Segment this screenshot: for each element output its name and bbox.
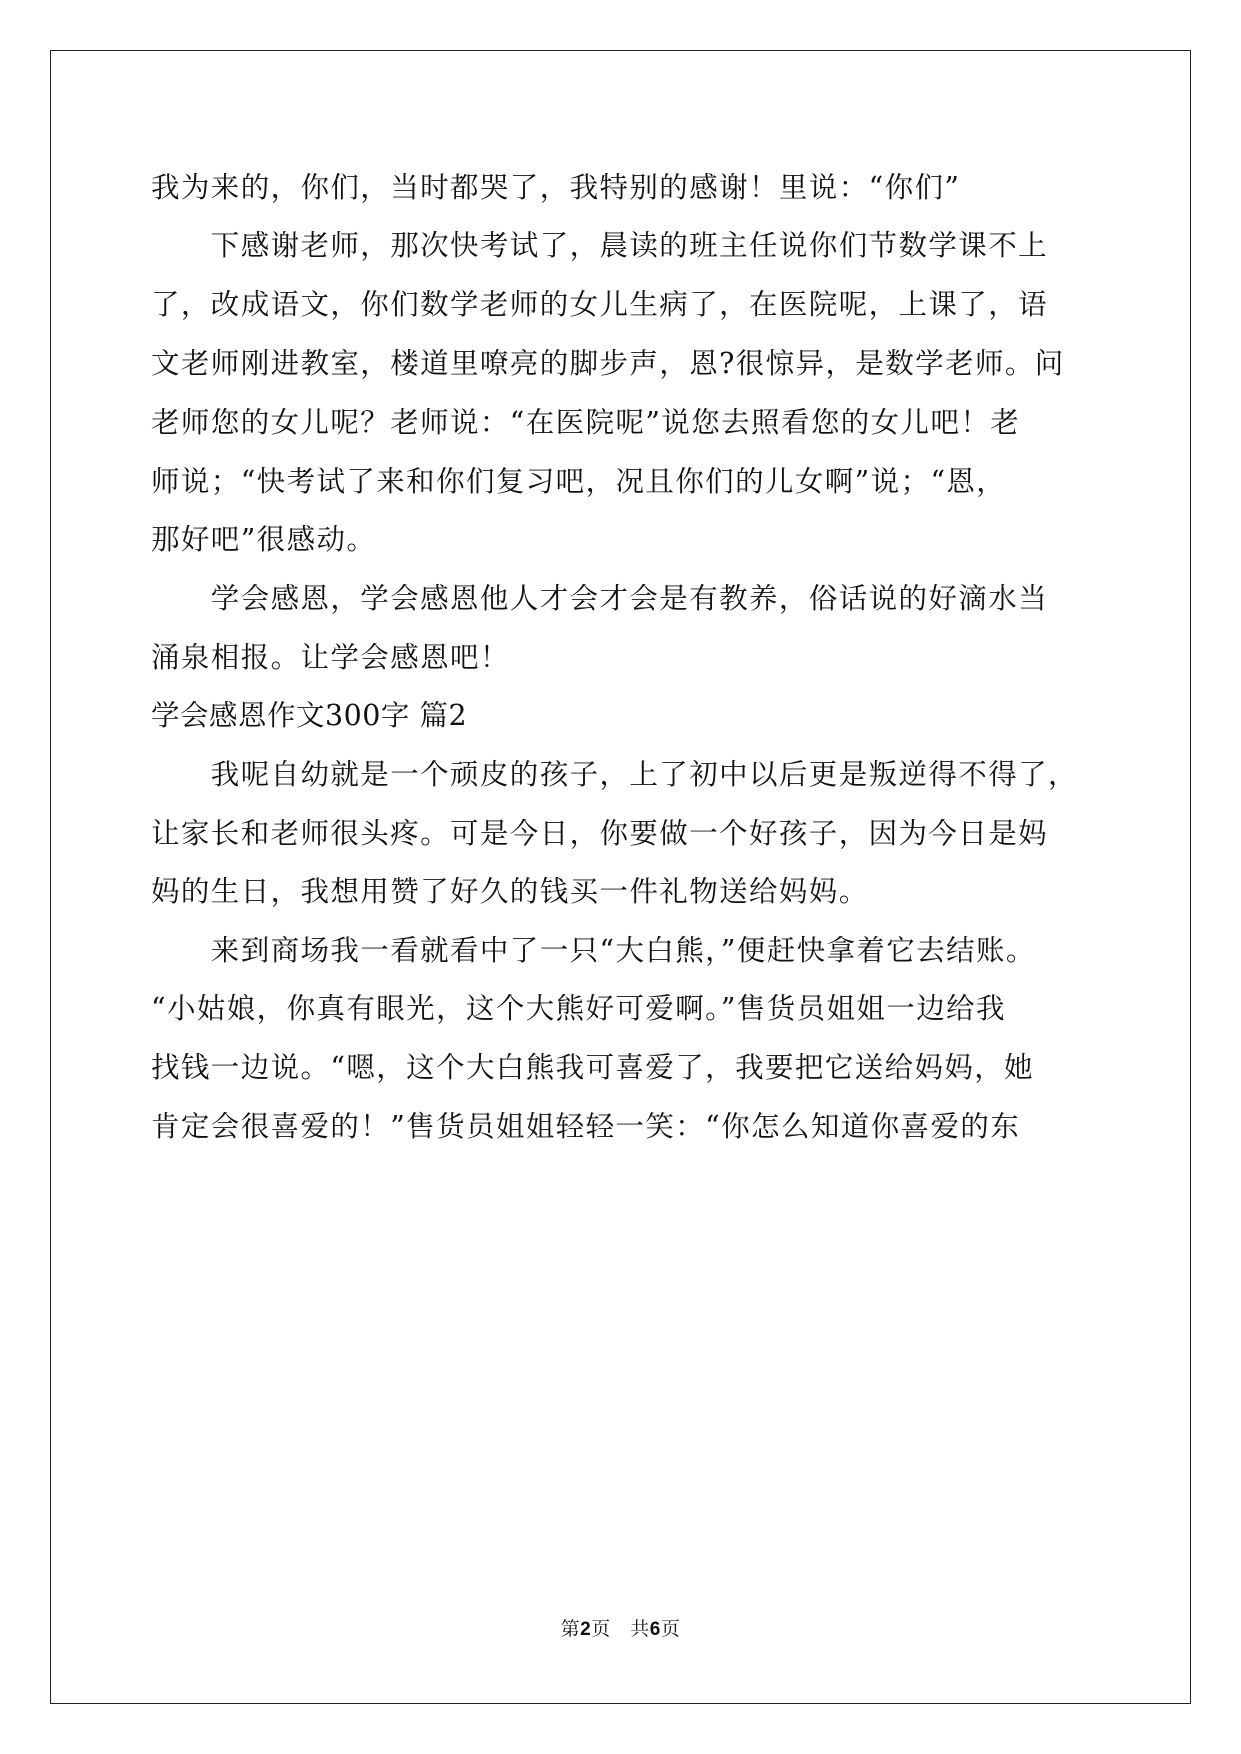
text-line-16: 肯定会很喜爱的！”售货员姐姐轻轻一笑：“你怎么知道你喜爱的东 <box>151 1110 1021 1143</box>
text-line-10: 我呢自幼就是一个顽皮的孩子，上了初中以后更是叛逆得不得了， <box>151 758 1078 791</box>
text-line-8: 学会感恩，学会感恩他人才会才会是有教养，俗话说的好滴水当 <box>151 582 1049 615</box>
footer-suffix: 页 <box>660 1618 681 1640</box>
text-line-15: 找钱一边说。“嗯，这个大白熊我可喜爱了，我要把它送给妈妈，她 <box>151 1051 1035 1084</box>
text-line-12: 妈的生日，我想用赞了好久的钱买一件礼物送给妈妈。 <box>151 875 869 908</box>
text-line-11: 让家长和老师很头疼。可是今日，你要做一个好孩子，因为今日是妈 <box>151 817 1049 850</box>
text-line-13: 来到商场我一看就看中了一只“大白熊，”便赶快拿着它去结账。 <box>151 934 1036 967</box>
footer-mid: 页 共 <box>591 1618 650 1640</box>
text-line-5: 老师您的女儿呢？老师说：“在医院呢”说您去照看您的女儿吧！老 <box>151 406 1021 439</box>
text-line-7: 那好吧”很感动。 <box>151 523 377 556</box>
text-line-14: “小姑娘，你真有眼光，这个大熊好可爱啊。”售货员姐姐一边给我 <box>151 992 1006 1025</box>
current-page-number: 2 <box>580 1619 592 1640</box>
section-heading: 学会感恩作文300字 篇2 <box>151 699 468 732</box>
text-line-4: 文老师刚进教室，楼道里嘹亮的脚步声，恩?很惊异，是数学老师。问 <box>151 347 1065 380</box>
footer-prefix: 第 <box>560 1618 581 1640</box>
text-line-6: 师说；“快考试了来和你们复习吧，况且你们的儿女啊”说；“恩， <box>151 465 1007 498</box>
text-line-3: 了，改成语文，你们数学老师的女儿生病了，在医院呢，上课了，语 <box>151 288 1049 321</box>
text-line-1: 我为来的，你们，当时都哭了，我特别的感谢！里说：“你们” <box>151 171 961 204</box>
text-line-9: 涌泉相报。让学会感恩吧！ <box>151 641 510 674</box>
total-page-number: 6 <box>649 1619 661 1640</box>
text-line-2: 下感谢老师，那次快考试了，晨读的班主任说你们节数学课不上 <box>151 229 1049 262</box>
page-number-footer <box>0 1617 1241 1642</box>
